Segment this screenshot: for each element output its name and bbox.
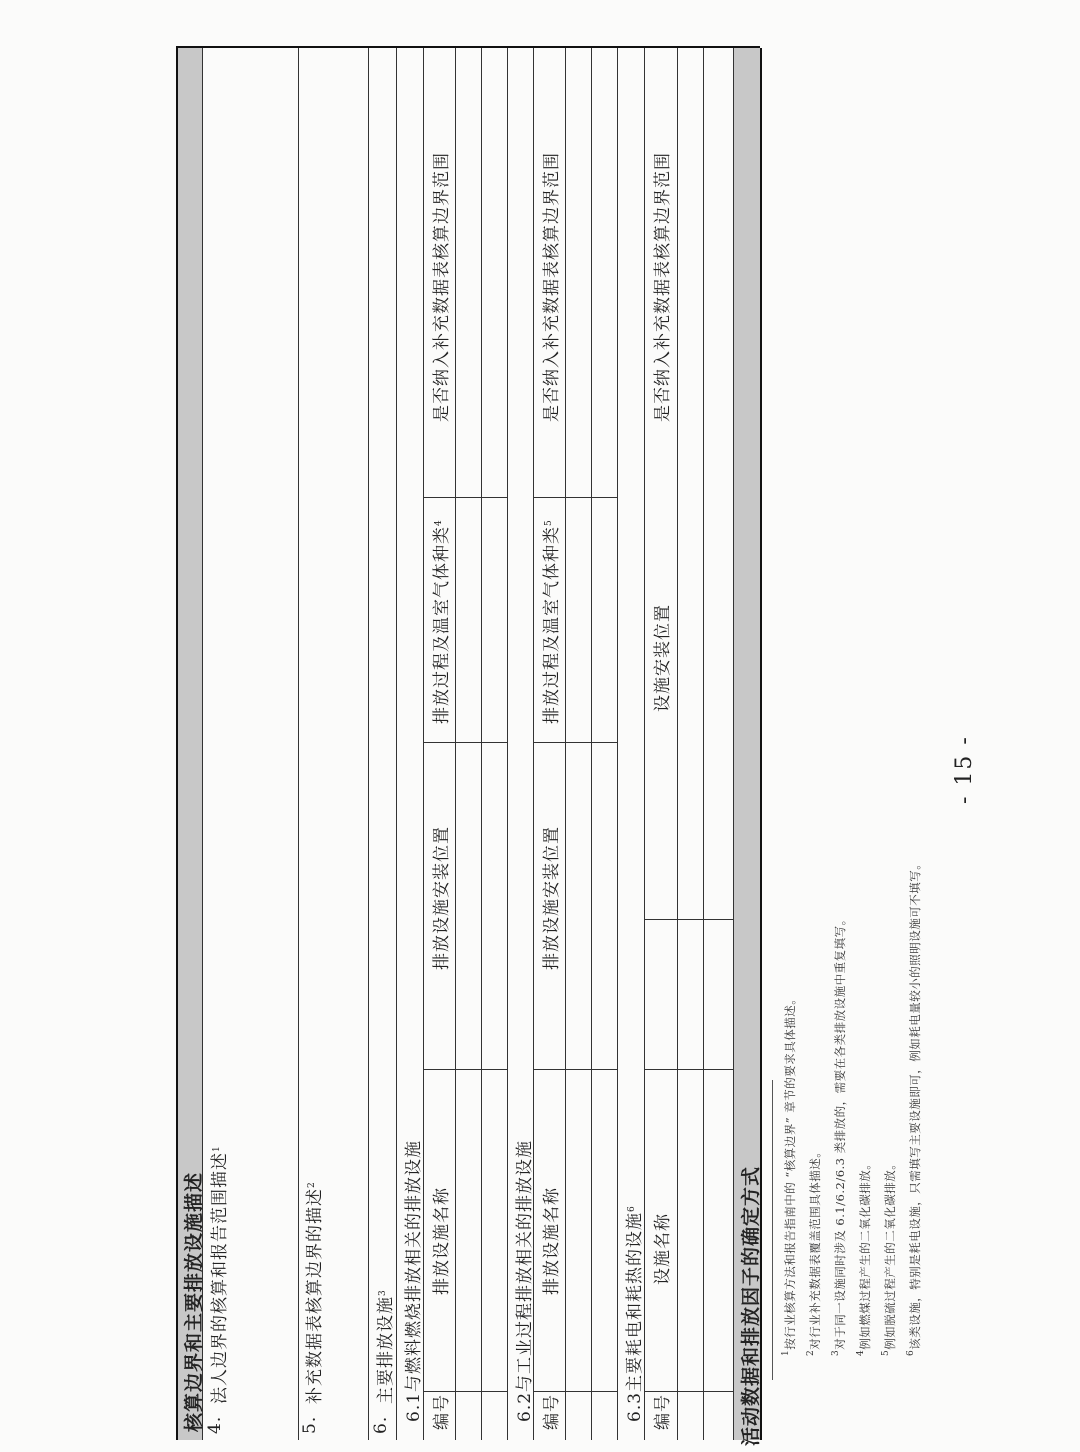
sub62-title: 6.2与工业过程排放相关的排放设施 [515,1139,535,1422]
col-line [644,1069,733,1070]
sub63-header-location: 设施安装位置 [653,604,673,712]
row-line [733,48,734,1440]
sub61-header-process: 排放过程及温室气体种类$^4$ [432,519,452,724]
row-line [481,48,482,1440]
col-line [423,742,507,743]
sub63-header-name: 设施名称 [653,1213,673,1285]
col-line [644,1391,733,1392]
footnote-1: $^1$按行业核算方法和报告指南中的 “核算边界” 章节的要求具体描述。 [781,992,797,1356]
section-title: 核算边界和主要排放设施描述 [183,1171,205,1432]
item5-number: 5. [300,1415,320,1434]
col-line [423,497,507,498]
item4-label: 法人边界的核算和报告范围描述$^1$ [210,1145,230,1404]
sub62-header-name: 排放设施名称 [542,1187,562,1295]
row-line [368,48,369,1440]
footnote-2: $^2$对行业补充数据表覆盖范围具体描述。 [806,1145,822,1356]
col-line [533,1069,617,1070]
col-line [533,1391,617,1392]
sub62-header-process: 排放过程及温室气体种类$^5$ [542,519,562,724]
footnote-5: $^5$例如脱硫过程产生的二氧化碳排放。 [881,1157,897,1356]
sub61-title: 6.1与燃料燃烧排放相关的排放设施 [404,1139,424,1422]
footnote-4: $^4$例如燃煤过程产生的二氧化碳排放。 [856,1157,872,1356]
row-line [591,48,592,1440]
sub61-header-location: 排放设施安装位置 [432,826,452,970]
col-line [423,1391,507,1392]
row-line [617,48,618,1440]
sub61-header-name: 排放设施名称 [432,1187,452,1295]
item4-number: 4. [205,1415,225,1434]
row-line [507,48,508,1440]
item5-label: 补充数据表核算边界的描述$^2$ [305,1181,325,1404]
sub62-header-included: 是否纳入补充数据表核算边界范围 [542,152,562,422]
footnote-6: $^6$该类设施，特别是耗电设施，只需填写主要设施即可，例如耗电量较小的照明设施可不填写。 [906,857,922,1356]
sub61-header-number: 编号 [432,1394,452,1430]
item6-label: 主要排放设施$^3$ [376,1289,396,1404]
table-top-border [176,48,178,1440]
footnote-rule [772,1080,773,1380]
sub62-header-number: 编号 [542,1394,562,1430]
col-line [533,497,617,498]
row-line [677,48,678,1440]
item6-number: 6. [371,1415,391,1434]
sub61-header-included: 是否纳入补充数据表核算边界范围 [432,152,452,422]
sub63-header-number: 编号 [653,1394,673,1430]
col-line [423,1069,507,1070]
row-line [298,48,299,1440]
col-line [533,742,617,743]
row-line [455,48,456,1440]
sub63-header-included: 是否纳入补充数据表核算边界范围 [653,152,673,422]
col-line [644,919,733,920]
page-number: - 15 - [952,735,977,804]
sub62-header-location: 排放设施安装位置 [542,826,562,970]
row-line [565,48,566,1440]
sub63-title: 6.3主要耗电和耗热的设施$^6$ [625,1205,645,1422]
footnote-3: $^3$对于同一设施同时涉及 6.1/6.2/6.3 类排放的，需要在各类排放设施中重复填写。 [831,913,847,1356]
row-line [396,48,397,1440]
rotated-page [0,20,1080,1446]
table-right-border [176,46,760,48]
next-section-title: 活动数据和排放因子的确定方式 [740,1165,762,1446]
row-line [703,48,704,1440]
